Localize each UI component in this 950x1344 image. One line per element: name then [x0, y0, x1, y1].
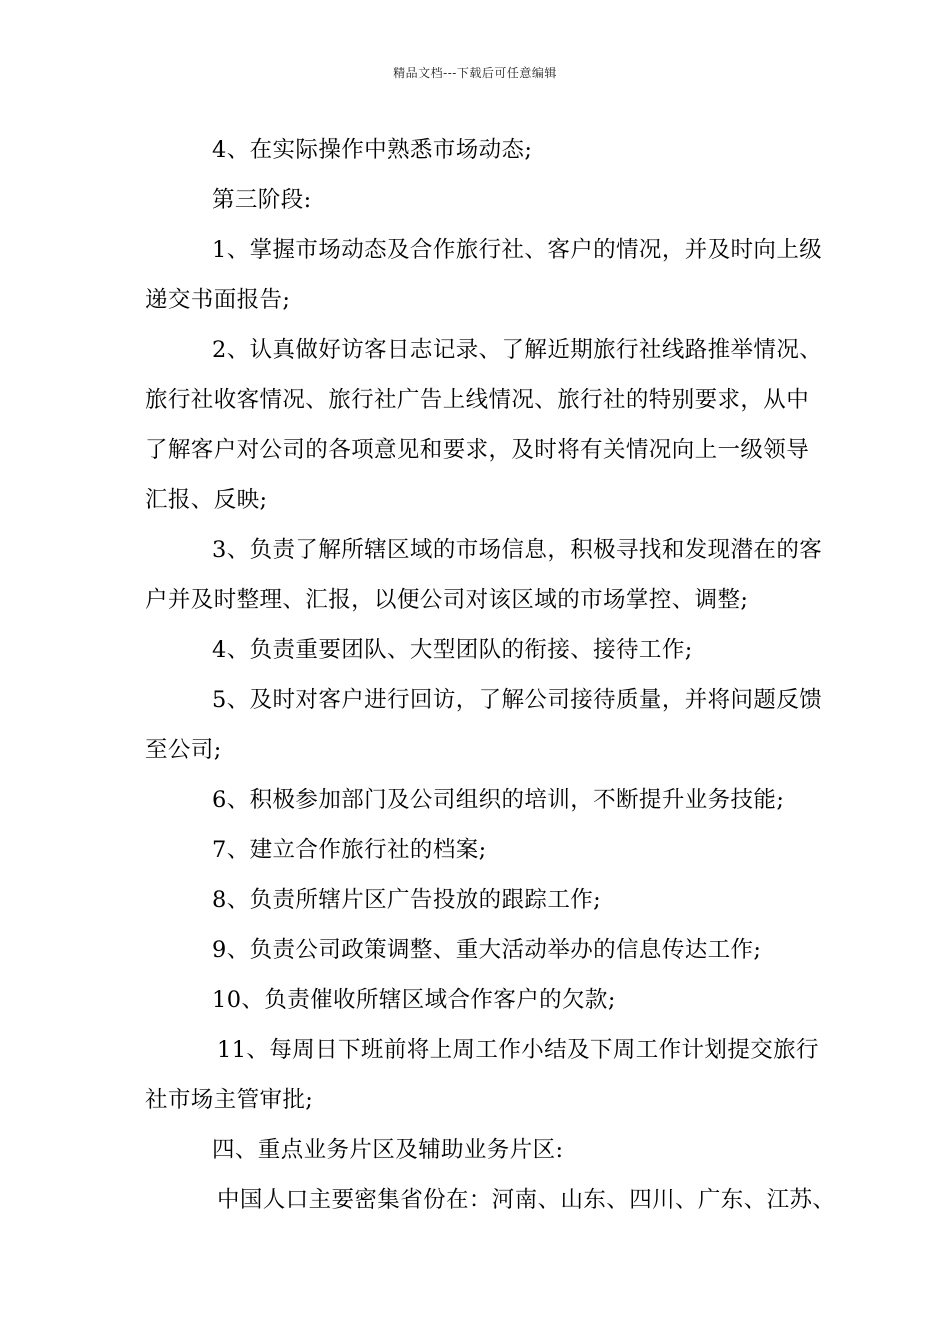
- paragraph-line: 10、负责催收所辖区域合作客户的欠款;: [212, 987, 616, 1013]
- paragraph-line: 5、及时对客户进行回访，了解公司接待质量，并将问题反馈: [212, 687, 823, 713]
- section-heading: 第三阶段:: [212, 187, 312, 213]
- paragraph-line: 11、每周日下班前将上周工作小结及下周工作计划提交旅行: [217, 1037, 819, 1063]
- paragraph-line: 8、负责所辖片区广告投放的跟踪工作;: [212, 887, 602, 913]
- paragraph-line: 中国人口主要密集省份在：河南、山东、四川、广东、江苏、: [217, 1187, 836, 1213]
- paragraph-line: 4、负责重要团队、大型团队的衔接、接待工作;: [212, 637, 693, 663]
- paragraph-line: 2、认真做好访客日志记录、了解近期旅行社线路推举情况、: [212, 337, 823, 363]
- paragraph-line: 旅行社收客情况、旅行社广告上线情况、旅行社的特别要求，从中: [145, 387, 810, 413]
- paragraph-line: 社市场主管审批;: [145, 1087, 314, 1113]
- document-body: [145, 125, 836, 1225]
- page-header: 精品文档---下载后可任意编辑: [393, 66, 557, 80]
- paragraph-line: 1、掌握市场动态及合作旅行社、客户的情况，并及时向上级: [212, 237, 823, 263]
- paragraph-line: 递交书面报告;: [145, 287, 291, 313]
- paragraph-line: 3、负责了解所辖区域的市场信息，积极寻找和发现潜在的客: [212, 537, 823, 563]
- paragraph-line: 了解客户对公司的各项意见和要求，及时将有关情况向上一级领导: [145, 437, 810, 463]
- paragraph-line: 6、积极参加部门及公司组织的培训，不断提升业务技能;: [212, 787, 785, 813]
- paragraph-line: 4、在实际操作中熟悉市场动态;: [212, 137, 533, 163]
- paragraph-line: 汇报、反映;: [145, 487, 268, 513]
- paragraph-line: 户并及时整理、汇报，以便公司对该区域的市场掌控、调整;: [145, 587, 749, 613]
- section-heading: 四、重点业务片区及辅助业务片区:: [212, 1137, 564, 1163]
- paragraph-line: 至公司;: [145, 737, 222, 763]
- paragraph-line: 9、负责公司政策调整、重大活动举办的信息传达工作;: [212, 937, 762, 963]
- paragraph-line: 7、建立合作旅行社的档案;: [212, 837, 487, 863]
